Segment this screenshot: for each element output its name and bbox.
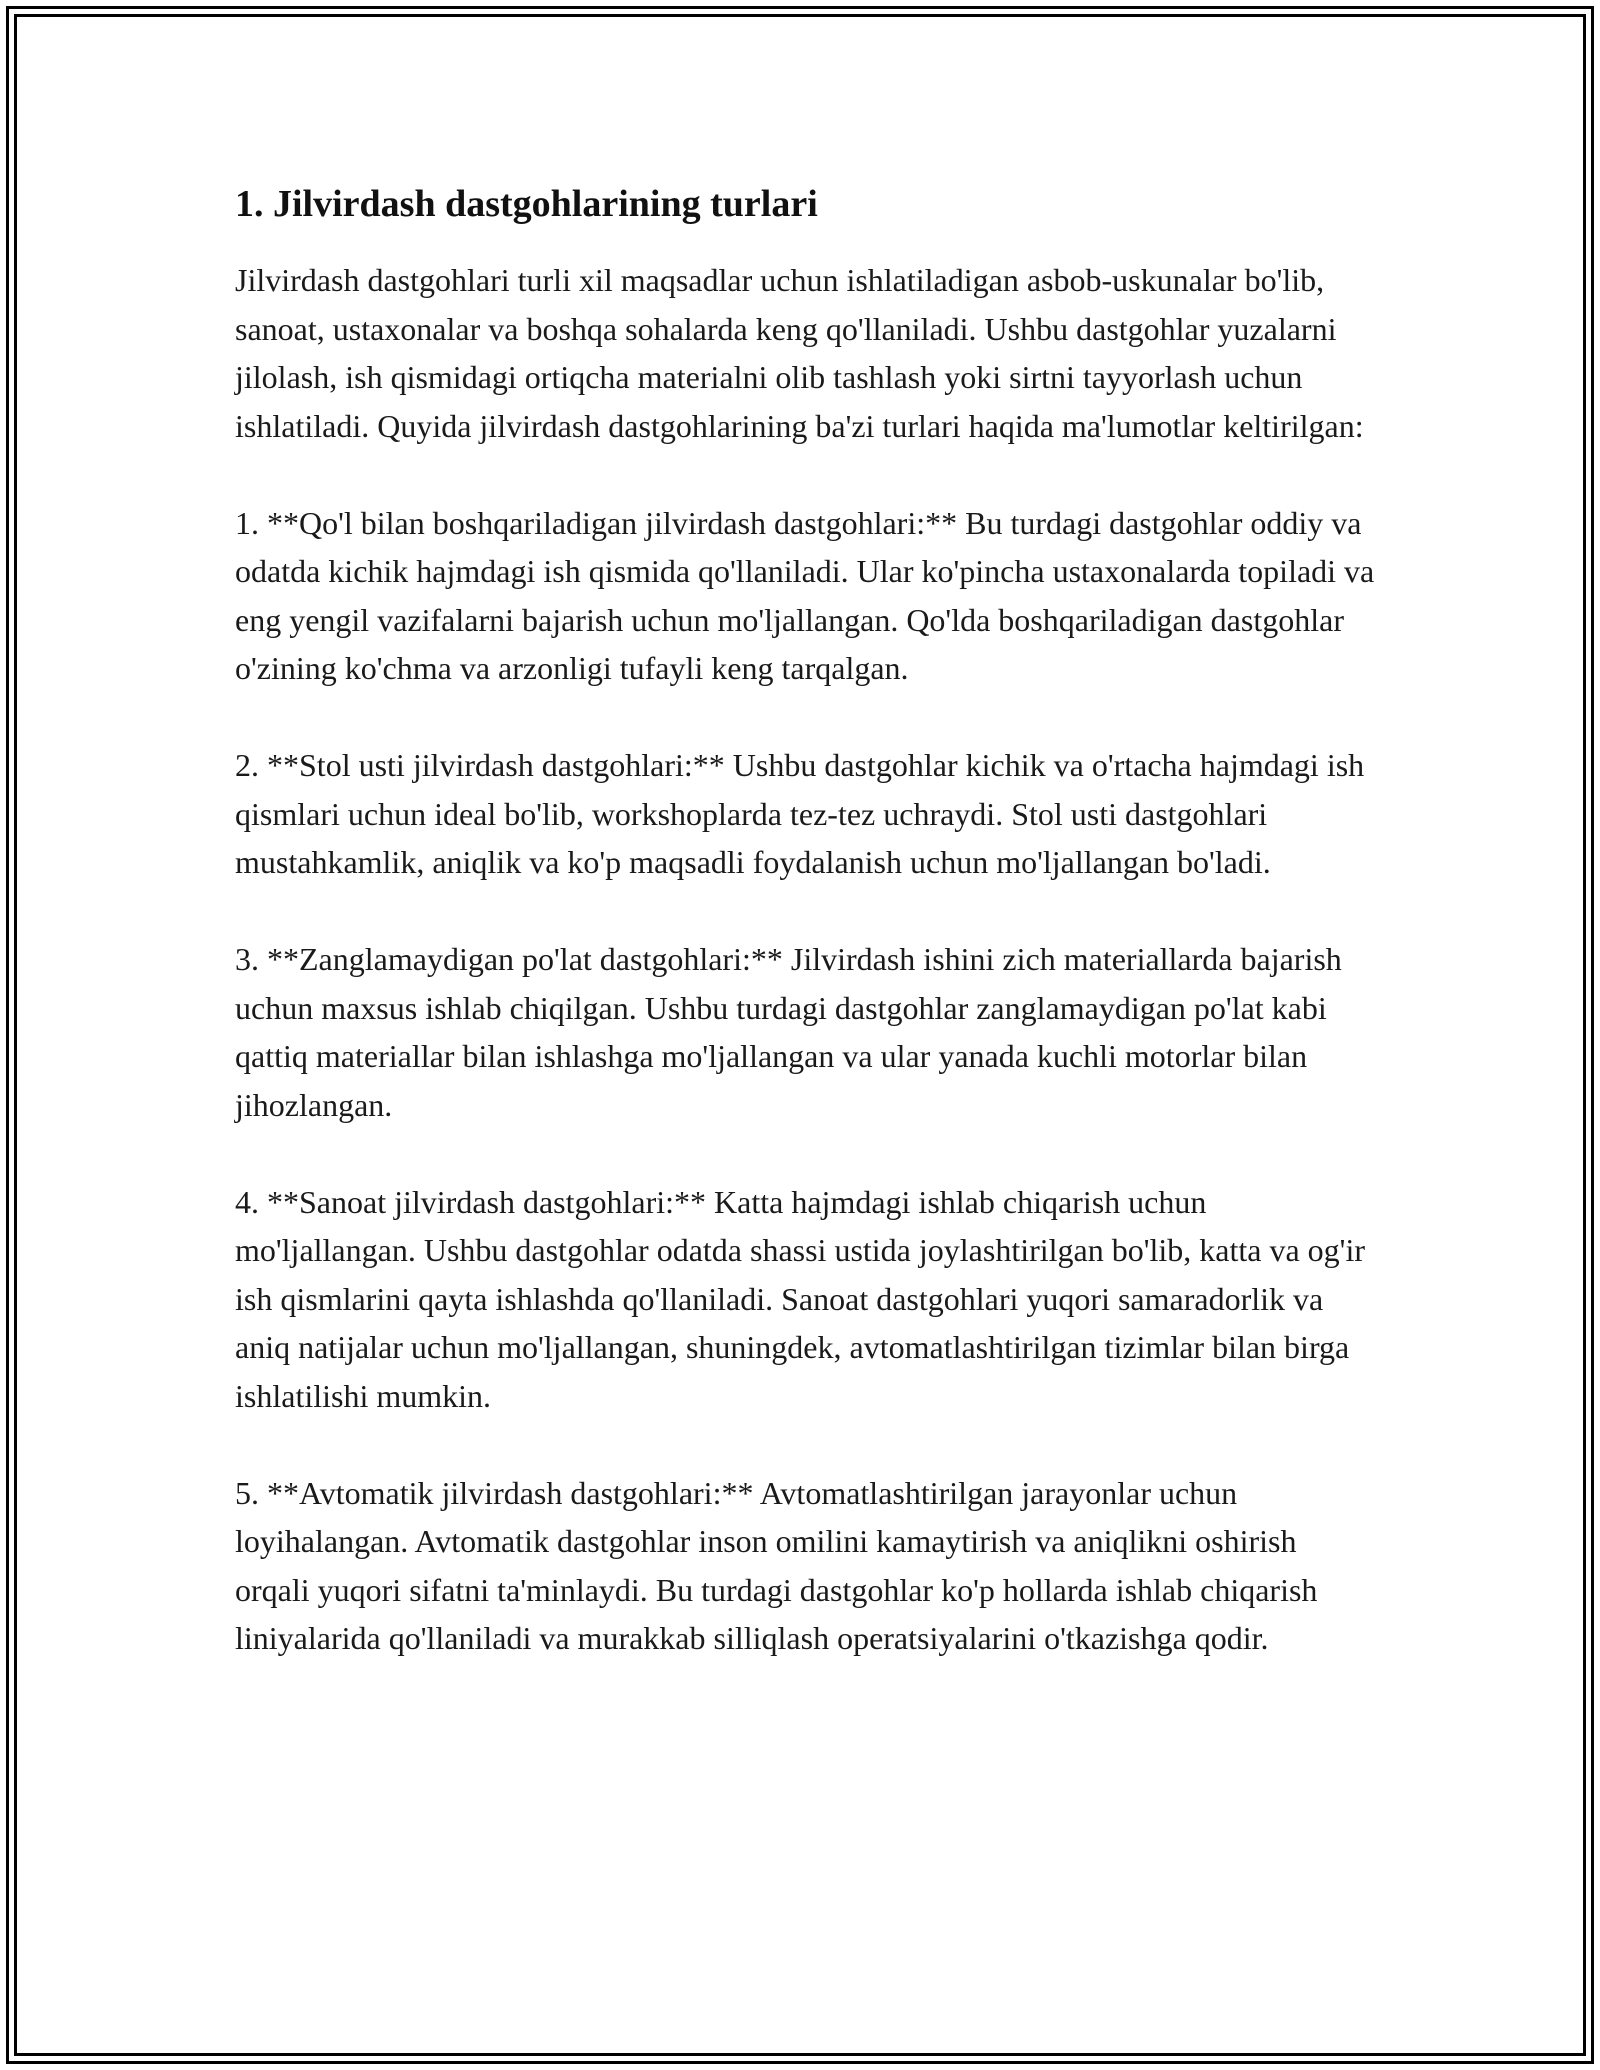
- list-item-stainless: 3. **Zanglamaydigan po'lat dastgohlari:** Jilvirdash ishini zich materiallarda bajarish uchun maxsus ishlab chiqilgan. Ushbu turdagi dastgohlar zanglamaydigan po'lat kabi qattiq materiallar bilan ishlashga mo'ljallangan va ular yanada kuchli motorlar bilan jihozlangan.: [235, 941, 1342, 1123]
- list-item-manual: 1. **Qo'l bilan boshqariladigan jilvirdash dastgohlari:** Bu turdagi dastgohlar oddiy va odatda kichik hajmdagi ish qismida qo'llaniladi. Ular ko'pincha ustaxonalarda topiladi va eng yengil vazifalarni bajarish uchun mo'ljallangan. Qo'lda boshqariladigan dastgohlar o'zining ko'chma va arzonligi tufayli keng tarqalgan.: [235, 504, 1375, 686]
- list-item-automatic: 5. **Avtomatik jilvirdash dastgohlari:** Avtomatlashtirilgan jarayonlar uchun loyihalangan. Avtomatik dastgohlar inson omilini kamaytirish va aniqlikni oshirish orqali yuqori sifatni ta'minlaydi. Bu turdagi dastgohlar ko'p hollarda ishlab chiqarish liniyalarida qo'llaniladi va murakkab silliqlash operatsiyalarini o'tkazishga qodir.: [235, 1474, 1318, 1656]
- list-item-benchtop: 2. **Stol usti jilvirdash dastgohlari:** Ushbu dastgohlar kichik va o'rtacha hajmdagi ish qismlari uchun ideal bo'lib, workshoplarda tez-tez uchraydi. Stol usti dastgohlari mustahkamlik, aniqlik va ko'p maqsadli foydalanish uchun mo'ljallangan bo'ladi.: [235, 747, 1365, 880]
- list-item-industrial: 4. **Sanoat jilvirdash dastgohlari:** Katta hajmdagi ishlab chiqarish uchun mo'ljallangan. Ushbu dastgohlar odatda shassi ustida joylashtirilgan bo'lib, katta va og'ir ish qismlarini qayta ishlashda qo'llaniladi. Sanoat dastgohlari yuqori samaradorlik va aniq natijalar uchun mo'ljallangan, shuningdek, avtomatlashtirilgan tizimlar bilan birga ishlatilishi mumkin.: [235, 1183, 1365, 1414]
- document-body: [235, 180, 1375, 1711]
- intro-paragraph: Jilvirdash dastgohlari turli xil maqsadlar uchun ishlatiladigan asbob-uskunalar bo'lib, sanoat, ustaxonalar va boshqa sohalarda keng qo'llaniladi. Ushbu dastgohlar yuzalarni jilolash, ish qismidagi ortiqcha materialni olib tashlash yoki sirtni tayyorlash uchun ishlatiladi. Quyida jilvirdash dastgohlarining ba'zi turlari haqida ma'lumotlar keltirilgan:: [235, 262, 1364, 444]
- section-heading: 1. Jilvirdash dastgohlarining turlari: [235, 183, 818, 225]
